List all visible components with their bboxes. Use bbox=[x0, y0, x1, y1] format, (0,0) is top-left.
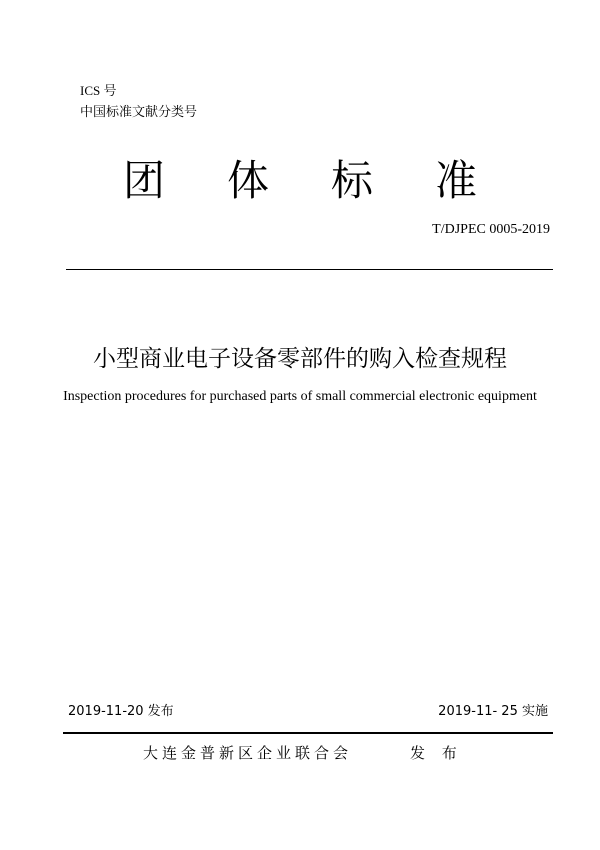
issue-label: 发 布 bbox=[410, 744, 463, 762]
category-title: 团体标准 bbox=[122, 156, 539, 205]
top-divider bbox=[66, 269, 553, 270]
effective-date: 2019-11- 25 实施 bbox=[438, 704, 548, 719]
title-english: Inspection procedures for purchased parts of small commercial electronic equipment bbox=[63, 389, 537, 404]
bottom-divider bbox=[63, 732, 553, 734]
standard-code: T/DJPEC 0005-2019 bbox=[432, 222, 550, 237]
title-chinese: 小型商业电子设备零部件的购入检查规程 bbox=[93, 346, 507, 372]
ics-label: ICS 号 bbox=[80, 83, 117, 98]
ccs-label: 中国标准文献分类号 bbox=[80, 105, 198, 120]
publish-date: 2019-11-20 发布 bbox=[68, 704, 174, 719]
issuing-organization: 大连金普新区企业联合会 bbox=[143, 744, 353, 762]
